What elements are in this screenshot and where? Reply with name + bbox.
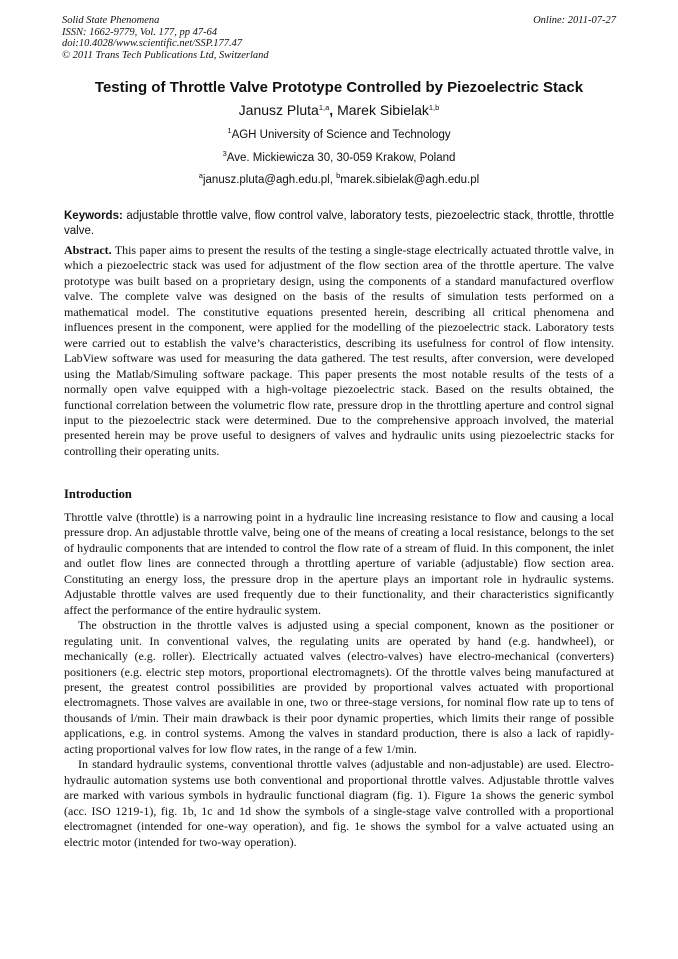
doi-line: doi:10.4028/www.scientific.net/SSP.177.47 [62,38,243,50]
affiliation-text: Ave. Mickiewicza 30, 30-059 Krakow, Poland [226,152,456,164]
paragraph: The obstruction in the throttle valves is adjusted using a special component, known as the positioner or regulating unit. In conventional valves, the regulating units are operated by hand (e.g. handwheel), or mechanically (e.g. roller). Electrically actuated valves (electro-valves) have electro-mechanical (converters) positioners (e.g. electric step motors, proportional electromagnets). Of the throttle valves being manufactured at present, the greatest control possibilities are provided by proportional valves actuated with proportional electromagnets. Those valves are available in one, two or three-stage versions, for nominal flow rate up to tens of thousands of l/min. Their main drawback is their poor dynamic properties, which limits their range of possible applications, e.g. in control systems. Among the valves in standard production, there is also a lack of rapidly-acting proportional valves for low flow rates, in the range of a few 1/min. [64,618,614,756]
online-date: Online: 2011-07-27 [533,15,616,26]
paper-title: Testing of Throttle Valve Prototype Controlled by Piezoelectric Stack [94,79,584,96]
keywords-label: Keywords: [64,210,123,222]
email-text: janusz.pluta@agh.edu.pl, [202,174,337,186]
affiliation-institution [40,128,638,142]
paragraph: Throttle valve (throttle) is a narrowing point in a hydraulic line increasing resistance to flow and causing a local pressure drop. An adjustable throttle valve, being one of the means of creating a local resistance, belongs to the set of hydraulic components that are intended to control the flow rate of a stream of fluid. In this component, the inlet and outlet flow lines are connected through a throttling aperture of variable (adjustable) flow section area. Constituting an energy loss, the pressure drop in the aperture plays an important role in hydraulic systems. Adjustable throttle valves are used frequently due to their functionality, and their characteristics significantly affect the performance of the entire hydraulic system. [64,510,614,617]
introduction-body [64,510,614,850]
author-superscript: 1,b [428,103,440,112]
author-superscript: 1,a [318,103,330,112]
email-superscript: a [198,171,203,180]
affiliation-emails [40,173,638,187]
affiliation-text: AGH University of Science and Technology [231,129,451,141]
keywords-text: adjustable throttle valve, flow control valve, laboratory tests, piezoelectric stack, throttle, throttle valve. [64,210,614,237]
affiliation-superscript: 3 [222,149,227,158]
issn-line: ISSN: 1662-9779, Vol. 177, pp 47-64 [62,26,218,38]
journal-header [62,15,616,61]
author-separator: , [329,102,338,118]
author-name: Janusz Pluta [238,102,319,118]
keywords [64,209,614,239]
abstract [64,243,614,459]
author-line [40,101,638,119]
copyright-line: © 2011 Trans Tech Publications Ltd, Switzerland [62,49,269,61]
section-heading: Introduction [64,487,132,501]
affiliation-address [40,151,638,165]
abstract-label: Abstract. [64,243,112,257]
author-name: Marek Sibielak [337,102,429,118]
abstract-text: This paper aims to present the results of the testing a single-stage electrically actuated throttle valve, in which a piezoelectric stack was used for adjustment of the flow section area of the throttle aperture. The valve prototype was built based on a proprietary design, using the components of a standard manufactured overflow valve. The complete valve was designed on the basis of the results of simulation tests performed on a mathematical model. The constitutive equations presented herein, describing all critical phenomena and influences present in the component, were applied for the modelling of the piezoelectric stack. Laboratory tests were carried out to establish the valve’s characteristics, describing its usefulness for control of flow intensity. LabView software was used for measuring the data gathered. The test results, after conversion, were developed using the Matlab/Simuling software package. This paper presents the most notable results of the tests of a normally open valve equipped with a high-voltage piezoelectric stack. Based on the results obtained, the functional correlation between the volumetric flow rate, pressure drop in the throttling aperture and control signal input to the piezoelectric stack were determined. Due to the comprehensive approach involved, the material presented herein may be prove useful to designers of valves and hydraulic units using piezoelectric stacks for controlling their operating units. [64,243,614,458]
affiliation-superscript: 1 [227,126,232,135]
journal-name: Solid State Phenomena [62,15,160,26]
email-text: marek.sibielak@agh.edu.pl [340,174,480,186]
paragraph: In standard hydraulic systems, conventional throttle valves (adjustable and non-adjustable) are used. Electro-hydraulic automation systems use both conventional and proportional throttle valves. Adjustable throttle valves are marked with various symbols in hydraulic functional diagram (fig. 1). Figure 1a shows the generic symbol (acc. ISO 1219-1), fig. 1b, 1c and 1d show the symbols of a single-stage valve controlled with a proportional electromagnet (intended for one-way operation), and fig. 1e shows the symbol for a valve actuated using an electric motor (intended for two-way operation). [64,757,614,849]
email-superscript: b [336,171,341,180]
